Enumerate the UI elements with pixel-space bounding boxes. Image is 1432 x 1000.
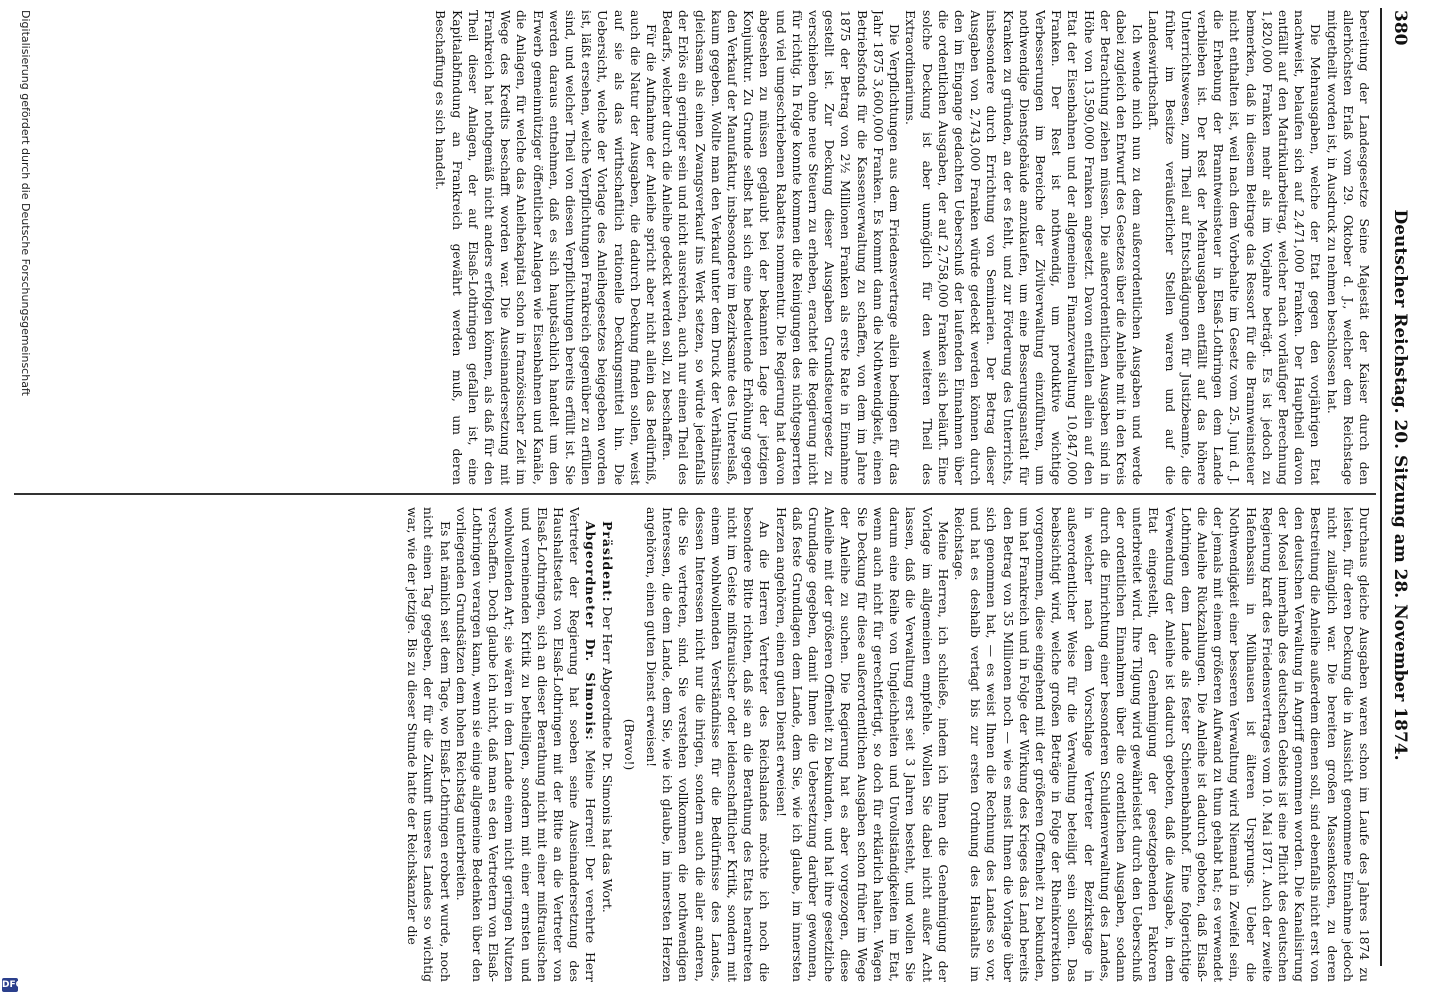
paragraph: Durchaus gleiche Ausgaben waren schon im Laufe des Jahres 1874 zu leisten, für deren Deckung die in Aussicht genommene Einnahme jedoch nicht zulänglich war. Die bereiten großen Massenkosten, zu deren Bestreitung die Anleihe außerdem dienen soll, sind ebenfalls nicht erst von den deutschen Verwaltung in Angriff genommen worden. Die Kanalisirung der Mosel innerhalb des deutschen Gebiets ist eine Pflicht des deutschen Regierung kraft des Friedensvertrages vom 10. Mai 1871. Auch der zweite Hafenbassin in Mülhausen ist älteren Ursprungs. Ueber die Nothwendigkeit einer besseren Verwaltung wird Niemand in Zweifel sein, der jemals mit einem größeren Aufwand zu thun gehabt hat; es verwendet die Anleihe Rückzahlungen. Die Anleihe ist dadurch geboten, daß Elsaß-Lothringen dem Lande als fester Schienenbahnhof. Eine folgerichtige Verwendung der Anleihe ist dadurch geboten, daß die Ausgabe, in dem Etat eingestellt, der Genehmigung der gesetzgebenden Faktoren unterbreitet wird. Ihre Tilgung wird gewährleistet durch den Ueberschuß der ordentlichen Einnahmen über die ordentlichen Ausgaben, sodann durch die Einrichtung einer besonderen Schuldenverwaltung des Landes, in welcher nach dem Vorschlage Vertreter der Bezirkstage in außerordentlicher Weise für die Verwaltung beteiligt sein sollen. Das beabsichtigt wird, welche großen Beträge in Folge der Rheinkorrektion vorgenommen, diese eingehend mit der größeren Offenheit zu bekunden, um hat Frankreich und in Folge der Wirkung des Krieges das Land bereits den Betrag von 35 Millionen noch — wie es meist Ihnen die Vorlage über sich genommen hat, — es weist Ihnen die Rechnung des Landes so vor, und hat es deshalb vertagt bis zur ersten Ordnung des Haushalts im Reichstage.: [951, 507, 1372, 982]
paragraph: An die Herren Vertreter des Reichslandes möchte ich noch die besondere Bitte richten, daß sie an die Berathung des Etats herantreten nicht im Geiste mißtrauischer oder leidenschaftlicher Kritik, sondern mit einem wohlwollenden Verständnisse für die Bedürfnisse des Landes, dessen Interessen nicht nur die ihrigen, sondern auch die aller anderen, die Sie vertreten, sind. Sie verstehen vollkommen die nothwendigen Interessen, die dem Lande, dem Sie, wie ich glaube, im innersten Herzen angehören, einen guten Dienst erweisen!: [644, 507, 773, 982]
speaker-name: Präsident:: [599, 521, 615, 603]
speech-paragraph: [404, 507, 453, 982]
paragraph: Die Verpflichtungen aus dem Friedensvertrage allein bedingen für das Jahr 1875 3,600,000 Franken. Es kommt dann die Nothwendigkeit, einen Betriebsfonds für die Kassenverwaltung zu schaffen, von dem im Jahre 1875 der Betrag von 2½ Millionen Franken als erste Rate in Einnahme gestellt ist. Zur Deckung dieser Ausgaben Grundsteuergesetz zu verschieben ohne neue Steuern zu erheben, erachtet die Regierung nicht für richtig. In Folge konnte kommen die Reinigungen des nichtgesperrten und viel umgeschriebenen Rabattes nommentur. Die Regierung hat davon abgesehen zu müssen geglaubt bei der bekannten Lage der jetzigen Konjunktur. Zu Grunde selbst hat sich eine bedeutende Erhöhung gegen den Verkauf der Manufaktur, insbesondere im Bezirksamte des Unterelsaß, kaum gegeben. Wollte man den Verkauf unter dem Druck der Verhältnisse gleichsam als einen Zwangsverkauf ins Werk setzen, so würde jedenfalls der Erlös ein geringer sein und nicht ausreichen, auch nur einen Theil des Bedarfs, welcher durch die Anleihe gedeckt werden soll, zu beschaffen.: [660, 10, 903, 485]
president-line: [598, 507, 614, 982]
speech-text: Meine Herren! Der verehrte Herr Vertreter der Regierung hat soeben seine Auseinandersetzung des Haushaltsetats von Elsaß-Lothringen mit der Bitte an die Vertreter von Elsaß-Lothringen, sich an dieser Berathung nicht mit einer mißtrauischen und verneinenden Kritik zu betheiligen, sondern mit einer ernsten und wohlwollenden Art; sie wären in dem Lande einem nicht geringen Nutzen verschaffen. Doch glaube ich nicht, daß man es den Vertretern von Elsaß-Lothringen verargen kann, wenn sie einige allgemeine Bedenken über den vorliegenden Grundsätzen dem hohen Reichstag unterbreiten.: [453, 507, 599, 982]
page-number: 380: [1390, 10, 1410, 46]
header-rule: [1380, 8, 1382, 966]
speech-paragraph: [453, 507, 599, 982]
funding-credit: Digitalisierung gefördert durch die Deutsche Forschungsgemeinschaft: [19, 10, 32, 396]
right-column: [12, 507, 1372, 982]
paragraph: Die Mehrausgaben, welche der Etat gegen den vorjährigen Etat nachweist, belaufen sich auf 2,471,000 Franken. Der Hauptheil davon entfällt auf den Matrikularbeitrag, welcher nach vorläufiger Berechnung 1,820,000 Franken mehr als im Vorjahre beträgt. Es ist jedoch zu bemerken, daß in diesem Beitrage das Ressort für die Brannweinsteuer nicht enthalten ist, weil nach dem Vorbehalte im Gesetz vom 25. Juni d. J. die Erhebung der Branntweinsteuer in Elsaß-Lothringen dem Lande verblieben ist. Der Rest der Mehrausgaben entfällt auf das höhere Unterrichtswesen, zum Theil auf Entschädigungen für Justizbeamte, die früher im Besitze veräußerlicher Stellen waren und auf die Landeswirthschaft.: [1146, 10, 1324, 485]
digitization-note: [19, 10, 32, 990]
paragraph: Ich wende mich nun zu dem außerordentlichen Ausgaben und werde dabei zugleich den Entwurf des Gesetzes über die Anleihe mit in den Kreis der Betrachtung ziehen müssen. Die außerordentlichen Ausgaben sind in Höhe von 13,590,000 Franken angesetzt. Davon entfallen allein auf den Etat der Eisenbahnen und der allgemeinen Finanzverwaltung 10,847,000 Franken. Der Rest ist nothwendig, um produktive wichtige Verbesserungen im Bereiche der Zivilverwaltung einzuführen, um nothwendige Dienstgebäude anzukaufen, um eine Besserungsanstalt für Kranken zu gründen, an der es fehlt, und zur Förderung des Unterrichts, insbesondere durch Errichtung von Seminarien. Der Betrag dieser Ausgaben von 2,743,000 Franken würde gedeckt werden können durch den im Eingange gedachten Ueberschuß der laufenden Einnahmen über die ordentlichen Ausgaben, der auf 2,758,000 Franken sich beläuft. Eine solche Deckung ist aber unmöglich für den weiteren Theil des Extraordinariums.: [903, 10, 1146, 485]
paragraph: bereitung der Landesgesetze Seine Majestät der Kaiser durch den allerhöchsten Erlaß vom 29. Oktober d. J., welcher dem Reichstage mitgetheilt worden ist, in Ausdruck zu nehmen beschlossen hat.: [1324, 10, 1372, 485]
paragraph: Für die Aufnahme der Anleihe spricht aber nicht allein das Bedürfniß, auch die Natur der Ausgaben, die dadurch Deckung finden sollen, weist auf sie als das wirthschaftlich rationelle Deckungsmittel hin. Die Uebersicht, welche der Vorlage des Anleihegesetzes beigegeben worden ist, läßt ersehen, welche Verpflichtungen Frankreich gegenüber zu erfüllen sind, und welcher Theil von diesen Verpflichtungen bereits erfüllt ist. Sie werden daraus entnehmen, daß es sich hauptsächlich handelt um den Erwerb gemeinnütziger öffentlicher Anlagen wie Eisenbahnen und Kanäle, die Anlagen, für welche das Anleihekapital schon in französischer Zeit im Wege des Kredits beschafft worden war. Die Auseinandersetzung mit Frankreich hat nothgemäß nicht anders erfolgen können, als daß für den Theil dieser Anlagen, der auf Elsaß-Lothringen gefallen ist, eine Kapitalabfindung an Frankreich gewährt werden muß, um deren Beschaffung es sich handelt.: [433, 10, 660, 485]
left-column: [12, 10, 1372, 485]
column-divider: [14, 493, 1376, 495]
running-title: Deutscher Reichstag. 20. Sitzung am 28. November 1874.: [1390, 209, 1410, 761]
speech-text: Der Herr Abgeordnete Dr. Simonis hat das Wort.: [599, 606, 615, 913]
paragraph: Meine Herren, ich schließe, indem ich Ihnen die Genehmigung der Vorlage im allgemeinen empfehle. Wollen Sie dabei nicht außer Acht lassen, daß die Verwaltung erst seit 3 Jahren besteht, und wollen Sie darum eine Reihe von Ungleichheiten und Unvollständigkeiten im Etat, wenn auch nicht für gerechtfertigt, so doch für erklärlich halten. Wagen Sie Deckung für diese außerordentlichen Ausgaben schon früher im Wege der Anleihe zu suchen. Die Regierung hat es aber vorgezogen, diese Anleihe mit der größeren Offenheit zu bekunden, und hat ihre gesetzliche Grundlage gegeben, damit Ihnen die Uebersetzung darüber gewonnen, daß feste Grundlagen dem Lande, dem Sie, wie ich glaube, im innersten Herzen angehören, einen guten Dienst erweisen!: [773, 507, 951, 982]
applause-note: (Bravo!): [621, 718, 637, 771]
speaker-name: Abgeordneter Dr. Simonis:: [583, 521, 599, 741]
page-header: [1386, 10, 1410, 960]
dfg-logo: DFG: [2, 980, 24, 990]
speech-text: Es hat nämlich seit dem Tage, wo Elsaß-Lothringen erobert wurde, noch nicht einen Tag gegeben, der für die Zukunft unseres Landes so wichtig war, wie der jetzige. Bis zu dieser Stunde hatte der Reichskanzler die: [405, 507, 453, 982]
